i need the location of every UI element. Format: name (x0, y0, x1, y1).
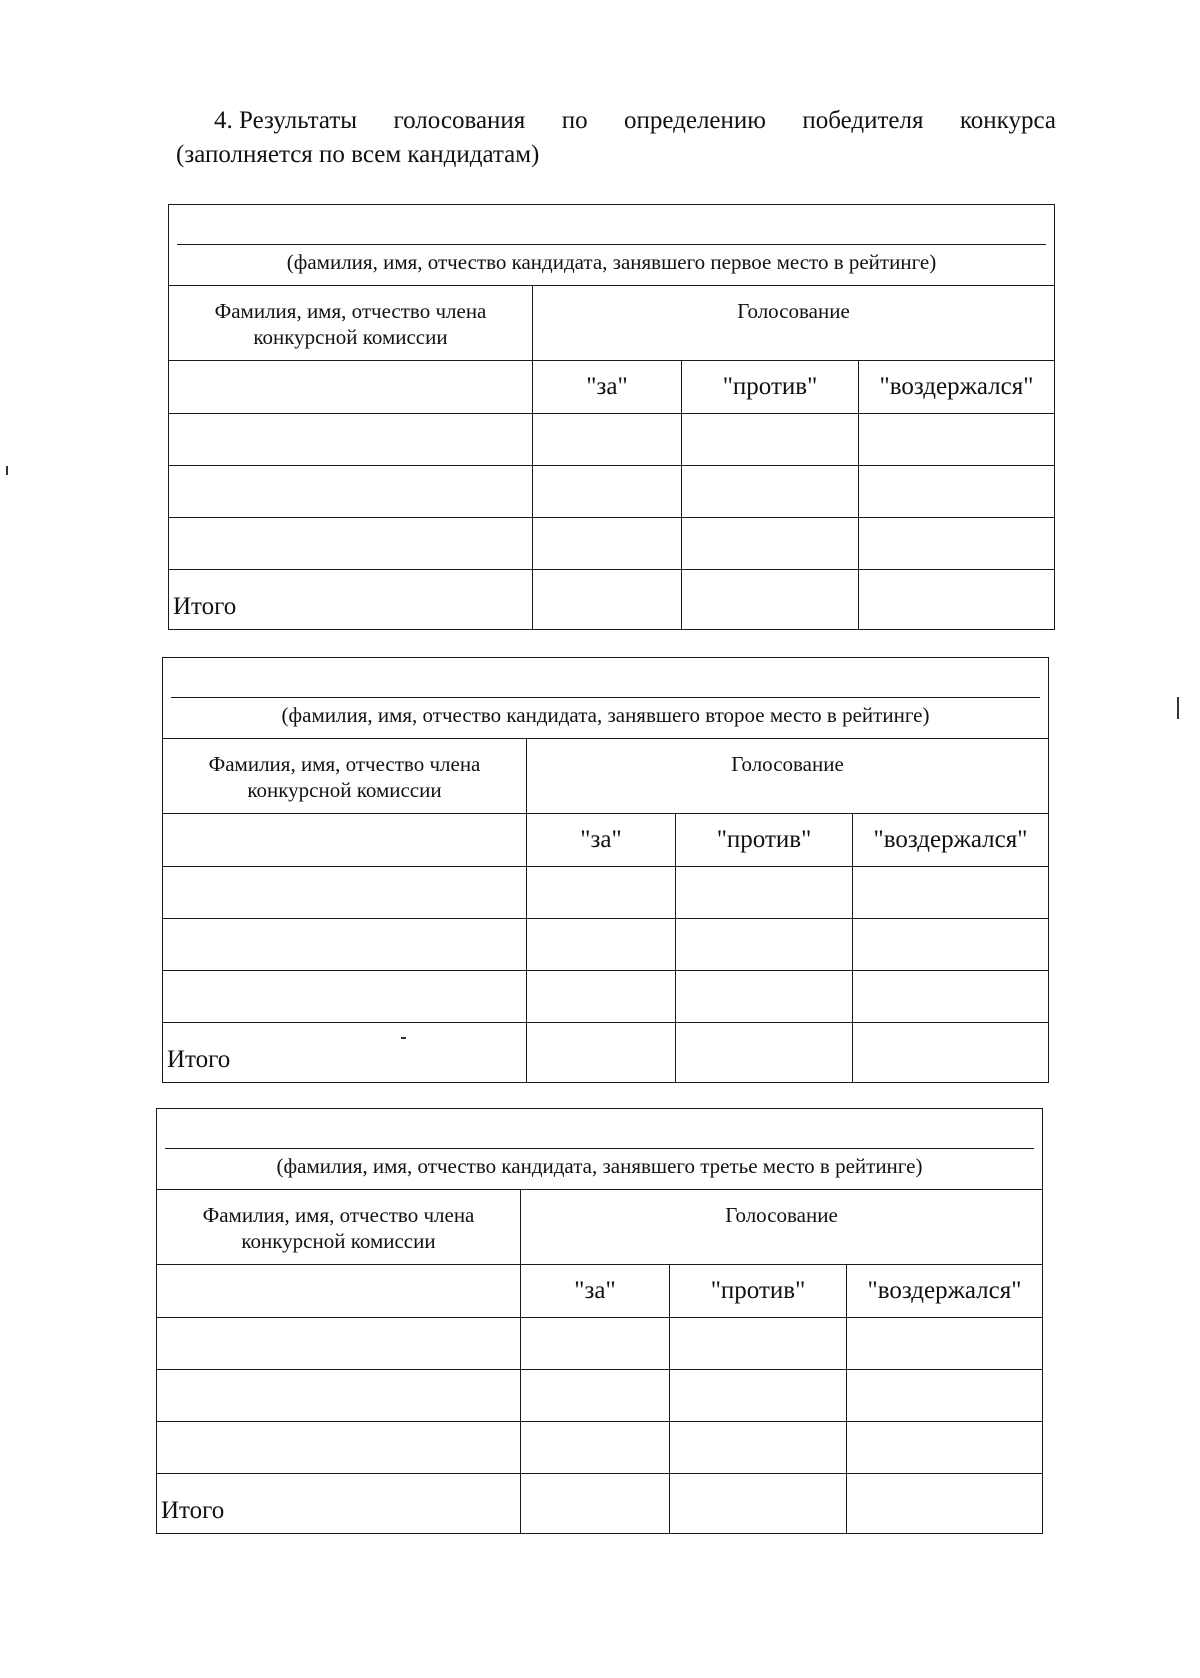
scan-mark (401, 1037, 406, 1039)
total-row (163, 1023, 1049, 1083)
member-name-cell[interactable] (157, 1370, 521, 1422)
empty-header-cell (163, 814, 527, 867)
vote-against-cell[interactable] (682, 518, 859, 570)
vote-abstain-cell[interactable] (847, 1370, 1043, 1422)
vote-against-cell[interactable] (670, 1318, 847, 1370)
candidate-caption: (фамилия, имя, отчество кандидата, занявшего третье место в рейтинге) (276, 1154, 923, 1178)
total-label: Итого (169, 570, 533, 630)
heading-line-2: (заполняется по всем кандидатам) (176, 141, 540, 168)
total-row (157, 1474, 1043, 1534)
member-name-cell[interactable] (157, 1422, 521, 1474)
member-name-cell[interactable] (169, 466, 533, 518)
candidate-name-line (177, 244, 1046, 245)
vote-abstain-cell[interactable] (859, 414, 1055, 466)
total-row (169, 570, 1055, 630)
vote-abstain-cell[interactable] (853, 867, 1049, 919)
member-name-cell[interactable] (169, 518, 533, 570)
option-against-header: "против" (670, 1265, 847, 1318)
member-column-header (169, 286, 533, 361)
member-name-cell[interactable] (163, 919, 527, 971)
table-row (163, 919, 1049, 971)
member-header-line: конкурсной комиссии (241, 1229, 436, 1253)
candidate-caption: (фамилия, имя, отчество кандидата, занявшего второе место в рейтинге) (281, 703, 930, 727)
table-row (163, 971, 1049, 1023)
total-against-cell[interactable] (670, 1474, 847, 1534)
vote-for-cell[interactable] (527, 867, 676, 919)
vote-for-cell[interactable] (521, 1422, 670, 1474)
scan-mark (1177, 697, 1179, 719)
vote-against-cell[interactable] (676, 867, 853, 919)
voting-header-label: Голосование (725, 1203, 838, 1227)
member-header-line: конкурсной комиссии (247, 778, 442, 802)
table-row (169, 466, 1055, 518)
member-column-header (157, 1190, 521, 1265)
total-abstain-cell[interactable] (853, 1023, 1049, 1083)
empty-header-cell (157, 1265, 521, 1318)
vote-abstain-cell[interactable] (853, 971, 1049, 1023)
voting-table-first-place (168, 204, 1055, 630)
scan-mark (6, 466, 8, 475)
candidate-name-field[interactable] (157, 1109, 1043, 1190)
vote-abstain-cell[interactable] (847, 1422, 1043, 1474)
option-for-header: "за" (521, 1265, 670, 1318)
table-row (157, 1318, 1043, 1370)
total-abstain-cell[interactable] (847, 1474, 1043, 1534)
vote-for-cell[interactable] (533, 414, 682, 466)
candidate-name-line (165, 1148, 1034, 1149)
member-header-line: Фамилия, имя, отчество члена (208, 752, 481, 776)
total-for-cell[interactable] (533, 570, 682, 630)
total-against-cell[interactable] (682, 570, 859, 630)
option-abstain-header: "воздержался" (859, 361, 1055, 414)
total-for-cell[interactable] (521, 1474, 670, 1534)
voting-column-header (521, 1190, 1043, 1265)
member-name-cell[interactable] (157, 1318, 521, 1370)
member-name-cell[interactable] (163, 867, 527, 919)
voting-table-second-place (162, 657, 1049, 1083)
vote-for-cell[interactable] (533, 518, 682, 570)
total-label: Итого (157, 1474, 521, 1534)
vote-against-cell[interactable] (682, 466, 859, 518)
total-label: Итого (163, 1023, 527, 1083)
voting-header-label: Голосование (737, 299, 850, 323)
heading-line-1 (176, 104, 1056, 138)
vote-against-cell[interactable] (670, 1422, 847, 1474)
total-against-cell[interactable] (676, 1023, 853, 1083)
section-heading (176, 104, 1056, 172)
vote-against-cell[interactable] (682, 414, 859, 466)
vote-for-cell[interactable] (533, 466, 682, 518)
voting-column-header (527, 739, 1049, 814)
option-against-header: "против" (682, 361, 859, 414)
option-abstain-header: "воздержался" (853, 814, 1049, 867)
candidate-name-field[interactable] (163, 658, 1049, 739)
voting-header-label: Голосование (731, 752, 844, 776)
option-against-header: "против" (676, 814, 853, 867)
table-row (163, 867, 1049, 919)
table-row (157, 1370, 1043, 1422)
member-header-line: Фамилия, имя, отчество члена (202, 1203, 475, 1227)
vote-abstain-cell[interactable] (847, 1318, 1043, 1370)
member-header-line: конкурсной комиссии (253, 325, 448, 349)
voting-column-header (533, 286, 1055, 361)
vote-abstain-cell[interactable] (853, 919, 1049, 971)
member-name-cell[interactable] (163, 971, 527, 1023)
vote-for-cell[interactable] (527, 971, 676, 1023)
heading-word: по (561, 107, 588, 134)
heading-word: определению (624, 107, 766, 134)
vote-abstain-cell[interactable] (859, 466, 1055, 518)
candidate-caption: (фамилия, имя, отчество кандидата, занявшего первое место в рейтинге) (286, 250, 937, 274)
heading-word: 4. Результаты (214, 107, 358, 134)
option-for-header: "за" (527, 814, 676, 867)
vote-against-cell[interactable] (676, 919, 853, 971)
candidate-name-field[interactable] (169, 205, 1055, 286)
member-column-header (163, 739, 527, 814)
vote-for-cell[interactable] (521, 1370, 670, 1422)
total-for-cell[interactable] (527, 1023, 676, 1083)
candidate-name-line (171, 697, 1040, 698)
member-name-cell[interactable] (169, 414, 533, 466)
table-row (157, 1422, 1043, 1474)
table-row (169, 518, 1055, 570)
option-for-header: "за" (533, 361, 682, 414)
voting-table-third-place (156, 1108, 1043, 1534)
vote-against-cell[interactable] (670, 1370, 847, 1422)
heading-word: конкурса (959, 107, 1056, 134)
vote-against-cell[interactable] (676, 971, 853, 1023)
member-header-line: Фамилия, имя, отчество члена (214, 299, 487, 323)
vote-for-cell[interactable] (527, 919, 676, 971)
empty-header-cell (169, 361, 533, 414)
option-abstain-header: "воздержался" (847, 1265, 1043, 1318)
heading-word: голосования (393, 107, 526, 134)
total-abstain-cell[interactable] (859, 570, 1055, 630)
vote-abstain-cell[interactable] (859, 518, 1055, 570)
heading-word: победителя (802, 107, 924, 134)
table-row (169, 414, 1055, 466)
vote-for-cell[interactable] (521, 1318, 670, 1370)
